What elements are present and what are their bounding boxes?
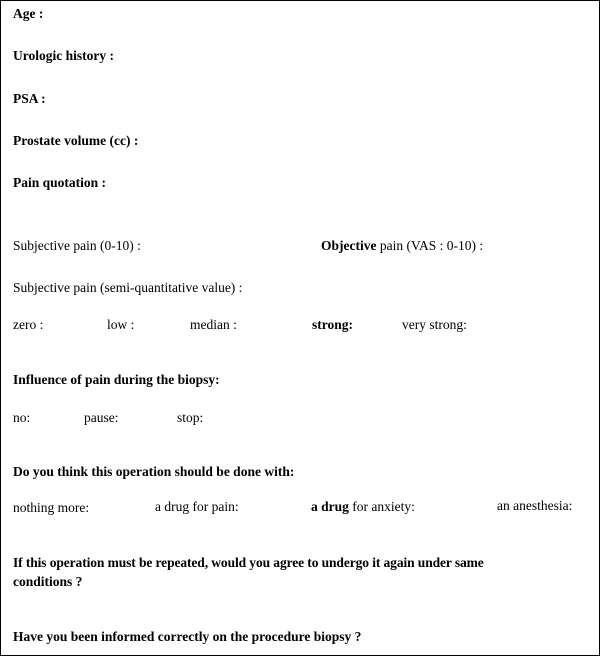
- age-label: Age :: [13, 6, 44, 21]
- drug-word: a drug: [311, 499, 349, 514]
- repeat-question-line2: conditions ?: [13, 574, 83, 589]
- anxiety-rest: for anxiety:: [348, 499, 415, 514]
- done-with-question: Do you think this operation should be done with:: [13, 464, 295, 479]
- objective-rest: pain (VAS : 0-10) :: [376, 238, 484, 253]
- semi-quantitative-label: Subjective pain (semi-quantitative value) :: [13, 280, 243, 295]
- urologic-history-label: Urologic history :: [13, 48, 114, 63]
- prostate-volume-label: Prostate volume (cc) :: [13, 133, 139, 148]
- influence-stop: stop:: [177, 410, 204, 425]
- repeat-question-line1: If this operation must be repeated, would you agree to undergo it again under same: [13, 555, 484, 570]
- option-drug-for-pain: a drug for pain:: [155, 499, 239, 514]
- influence-question: Influence of pain during the biopsy:: [13, 372, 220, 387]
- level-strong: strong:: [312, 317, 354, 332]
- objective-pain-label: [321, 238, 483, 254]
- level-zero: zero :: [13, 317, 44, 332]
- pain-quotation-label: Pain quotation :: [13, 175, 107, 190]
- level-very-strong: very strong:: [402, 317, 467, 332]
- subjective-pain-scale-label: Subjective pain (0-10) :: [13, 238, 141, 253]
- option-drug-for-anxiety: [311, 499, 415, 515]
- informed-question: Have you been informed correctly on the procedure biopsy ?: [13, 629, 362, 644]
- influence-pause: pause:: [84, 410, 119, 425]
- option-nothing-more: nothing more:: [13, 500, 90, 515]
- psa-label: PSA :: [13, 91, 46, 106]
- objective-word: Objective: [321, 238, 377, 253]
- level-median: median :: [190, 317, 237, 332]
- influence-no: no:: [13, 410, 31, 425]
- option-anesthesia: an anesthesia:: [497, 498, 573, 513]
- level-low: low :: [107, 317, 135, 332]
